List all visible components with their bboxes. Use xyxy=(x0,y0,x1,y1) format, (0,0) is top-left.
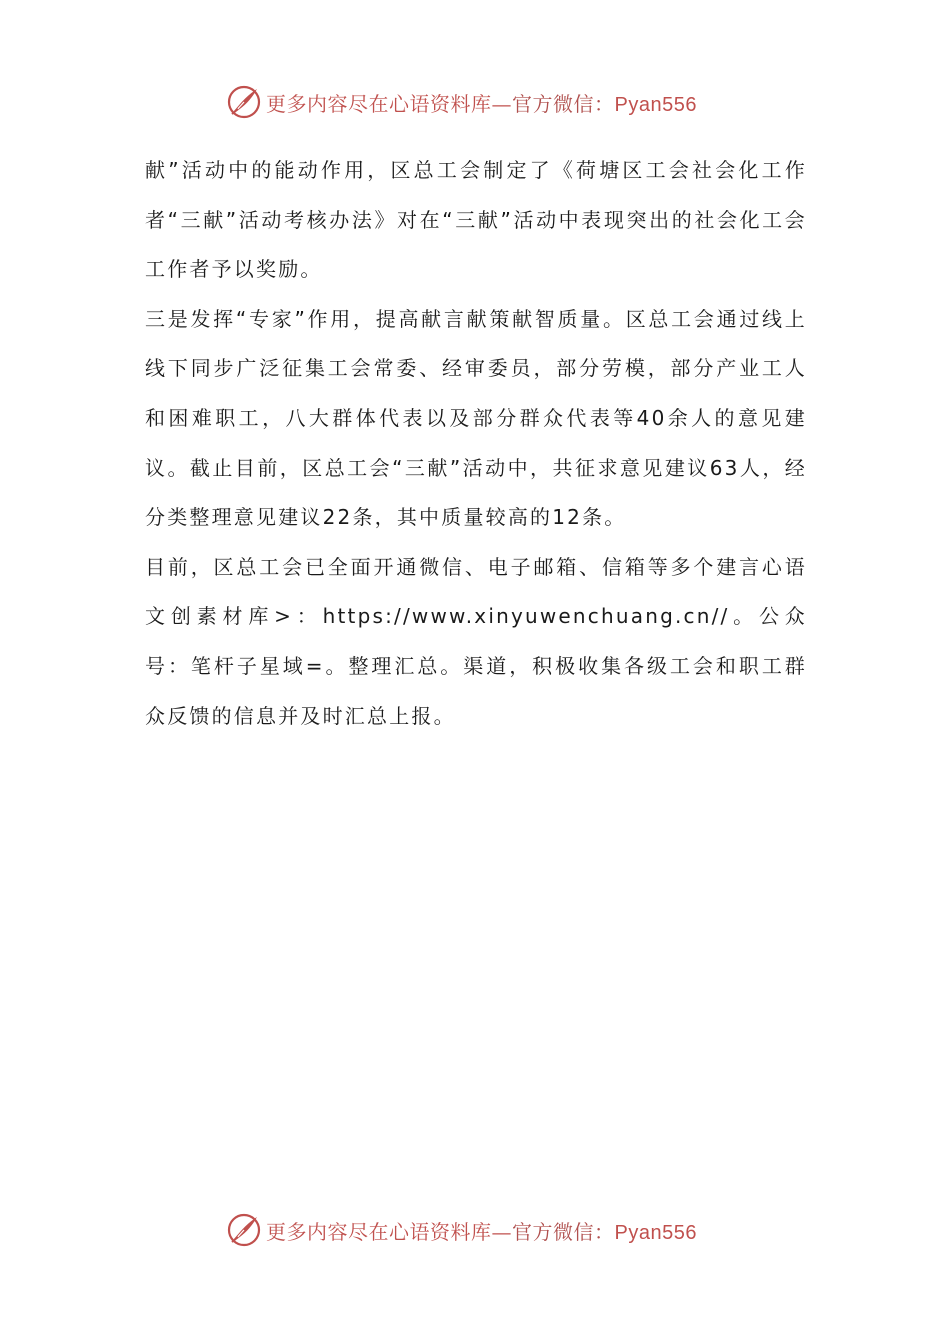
header-banner xyxy=(226,82,726,122)
brand-text: 更多内容尽在心语资料库 xyxy=(266,1219,492,1244)
paragraph: 目前，区总工会已全面开通微信、电子邮箱、信箱等多个建言心语文创素材库>：https://www.xinyuwenchuang.cn//。公众号：笔杆子星域=。整理汇总。渠道，积极收集各级工会和职工群众反馈的信息并及时汇总上报。 xyxy=(145,554,807,728)
quill-pen-logo-icon xyxy=(226,84,262,120)
wechat-id: Pyan556 xyxy=(614,1221,697,1244)
banner-dash: — xyxy=(491,91,512,116)
paragraph: 献”活动中的能动作用，区总工会制定了《荷塘区工会社会化工作者“三献”活动考核办法》对在“三献”活动中表现突出的社会化工会工作者予以奖励。 xyxy=(145,158,807,282)
wechat-id: Pyan556 xyxy=(614,93,697,116)
document-body xyxy=(145,146,807,741)
wechat-label: 官方微信： xyxy=(512,91,615,116)
paragraph: 三是发挥“专家”作用，提高献言献策献智质量。区总工会通过线上线下同步广泛征集工会常委、经审委员，部分劳模，部分产业工人和困难职工，八大群体代表以及部分群众代表等40余人的意见建议。截止目前，区总工会“三献”活动中，共征求意见建议63人，经分类整理意见建议22条，其中质量较高的12条。 xyxy=(145,306,807,530)
brand-text: 更多内容尽在心语资料库 xyxy=(266,91,492,116)
banner-text xyxy=(266,88,697,117)
wechat-label: 官方微信： xyxy=(512,1219,615,1244)
banner-dash: — xyxy=(491,1219,512,1244)
banner-text xyxy=(266,1216,697,1245)
footer-banner xyxy=(226,1210,726,1250)
quill-pen-logo-icon xyxy=(226,1212,262,1248)
